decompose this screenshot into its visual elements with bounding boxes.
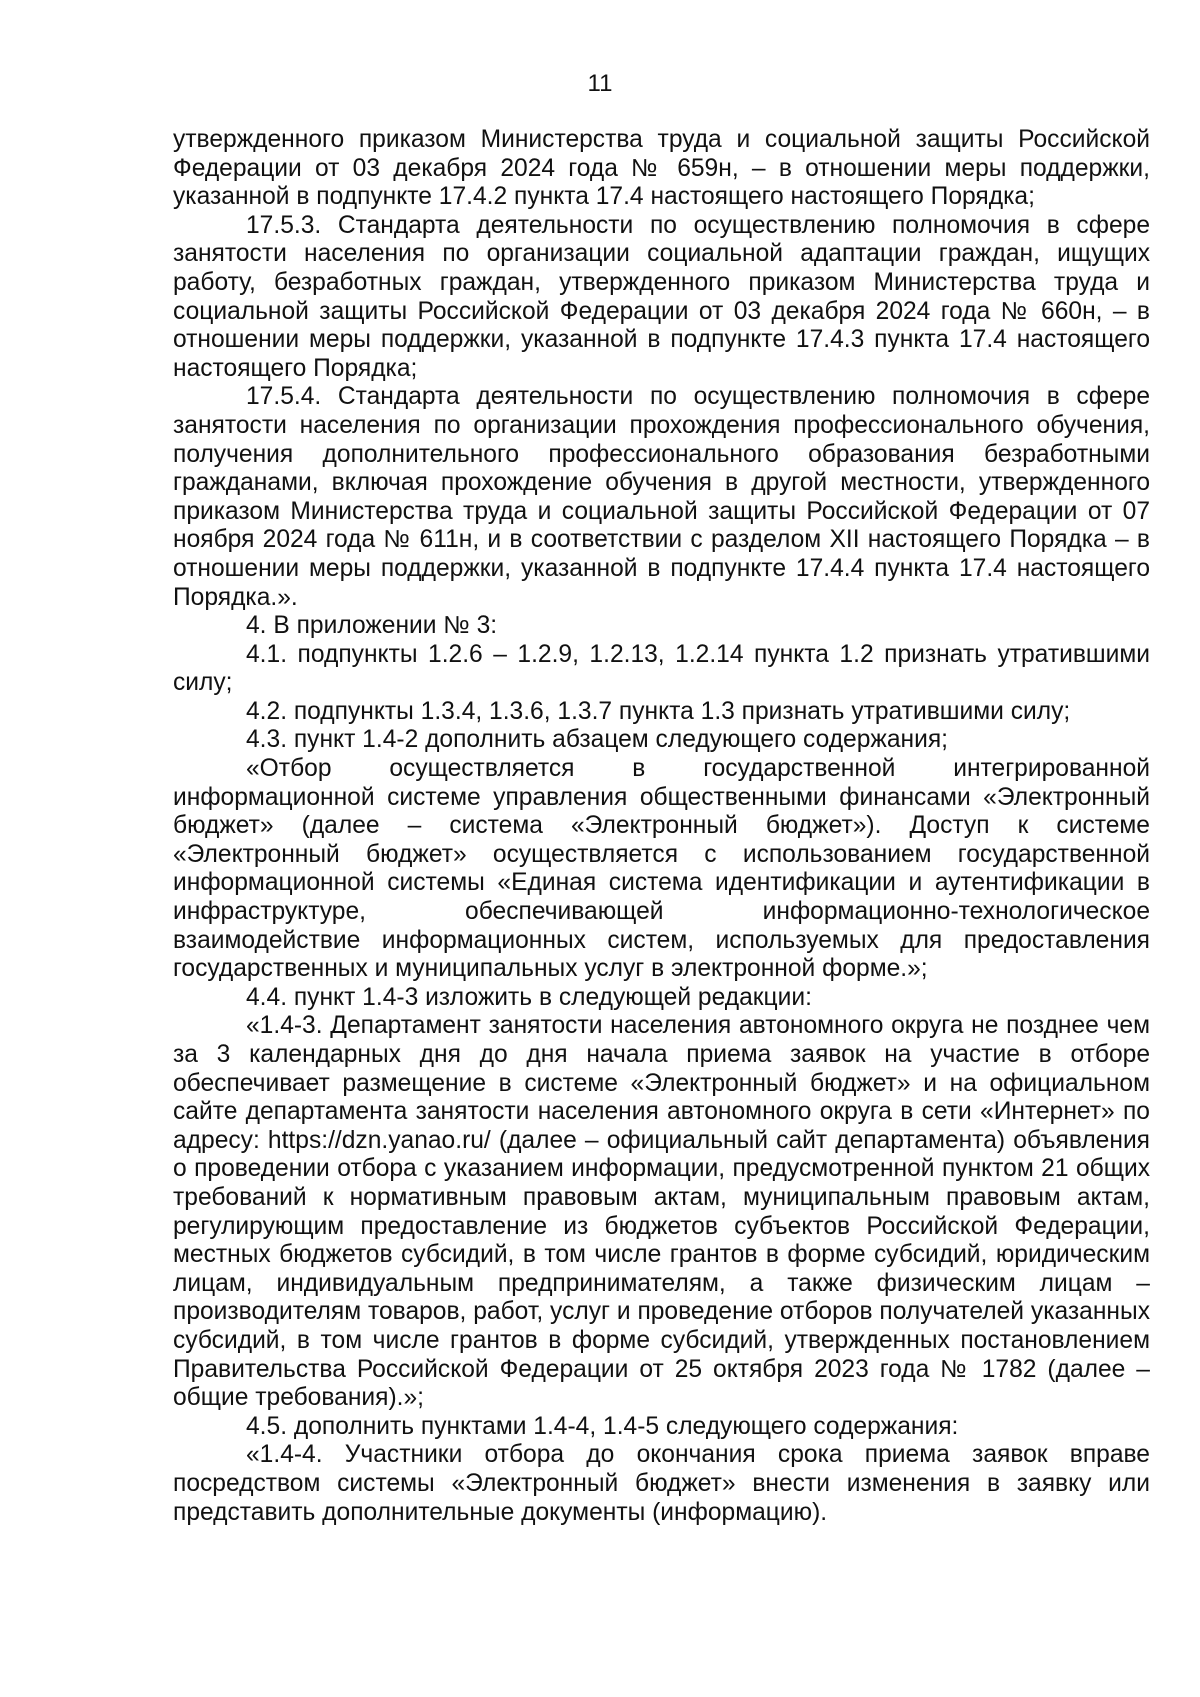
paragraph: 4.1. подпункты 1.2.6 – 1.2.9, 1.2.13, 1.2.14 пункта 1.2 признать утратившими силу; [173,640,1150,697]
paragraph: «1.4-4. Участники отбора до окончания срока приема заявок вправе посредством системы «Электронный бюджет» внести изменения в заявку или представить дополнительные документы (информацию). [173,1441,1150,1526]
paragraph: 4. В приложении № 3: [246,612,498,640]
paragraph: 4.4. пункт 1.4-3 изложить в следующей редакции: [246,983,812,1011]
paragraph: 17.5.3. Стандарта деятельности по осуществлению полномочия в сфере занятости населения по организации социальной адаптации граждан, ищущих работу, безработных граждан, утвержденного приказом Министерства труда и социальной защиты Российской Федерации от 03 декабря 2024 года № 660н, – в отношении меры поддержки, указанной в подпункте 17.4.3 пункта 17.4 настоящего настоящего Порядка; [173,211,1150,382]
paragraph: 17.5.4. Стандарта деятельности по осуществлению полномочия в сфере занятости населения по организации прохождения профессионального обучения, получения дополнительного профессионального образования безработными гражданами, включая прохождение обучения в другой местности, утвержденного приказом Министерства труда и социальной защиты Российской Федерации от 07 ноября 2024 года № 611н, и в соответствии с разделом XII настоящего Порядка – в отношении меры поддержки, указанной в подпункте 17.4.4 пункта 17.4 настоящего Порядка.». [173,383,1150,611]
paragraph: утвержденного приказом Министерства труда и социальной защиты Российской Федерации от 03 декабря 2024 года № 659н, – в отношении меры поддержки, указанной в подпункте 17.4.2 пункта 17.4 настоящего настоящего Порядка; [173,126,1150,211]
paragraph: 4.3. пункт 1.4-2 дополнить абзацем следующего содержания; [246,726,949,754]
document-body [173,126,1150,1527]
paragraph: 4.5. дополнить пунктами 1.4-4, 1.4-5 следующего содержания: [246,1412,959,1440]
paragraph: 4.2. подпункты 1.3.4, 1.3.6, 1.3.7 пункта 1.3 признать утратившими силу; [246,697,1071,725]
paragraph: «1.4-3. Департамент занятости населения автономного округа не позднее чем за 3 календарных дня до дня начала приема заявок на участие в отборе обеспечивает размещение в системе «Электронный бюджет» и на официальном сайте департамента занятости населения автономного округа в сети «Интернет» по адресу: https://dzn.yanao.ru/ (далее – официальный сайт департамента) объявления о проведении отбора с указанием информации, предусмотренной пунктом 21 общих требований к нормативным правовым актам, муниципальным правовым актам, регулирующим предоставление из бюджетов субъектов Российской Федерации, местных бюджетов субсидий, в том числе грантов в форме субсидий, юридическим лицам, индивидуальным предпринимателям, а также физическим лицам – производителям товаров, работ, услуг и проведение отборов получателей указанных субсидий, в том числе грантов в форме субсидий, утвержденных постановлением Правительства Российской Федерации от 25 октября 2023 года № 1782 (далее – общие требования).»; [173,1012,1150,1412]
page-number: 11 [587,70,613,97]
paragraph: «Отбор осуществляется в государственной интегрированной информационной системе управления общественными финансами «Электронный бюджет» (далее – система «Электронный бюджет»). Доступ к системе «Электронный бюджет» осуществляется с использованием государственной информационной системы «Единая система идентификации и аутентификации в инфраструктуре, обеспечивающей информационно-технологическое взаимодействие информационных систем, используемых для предоставления государственных и муниципальных услуг в электронной форме.»; [173,755,1150,983]
